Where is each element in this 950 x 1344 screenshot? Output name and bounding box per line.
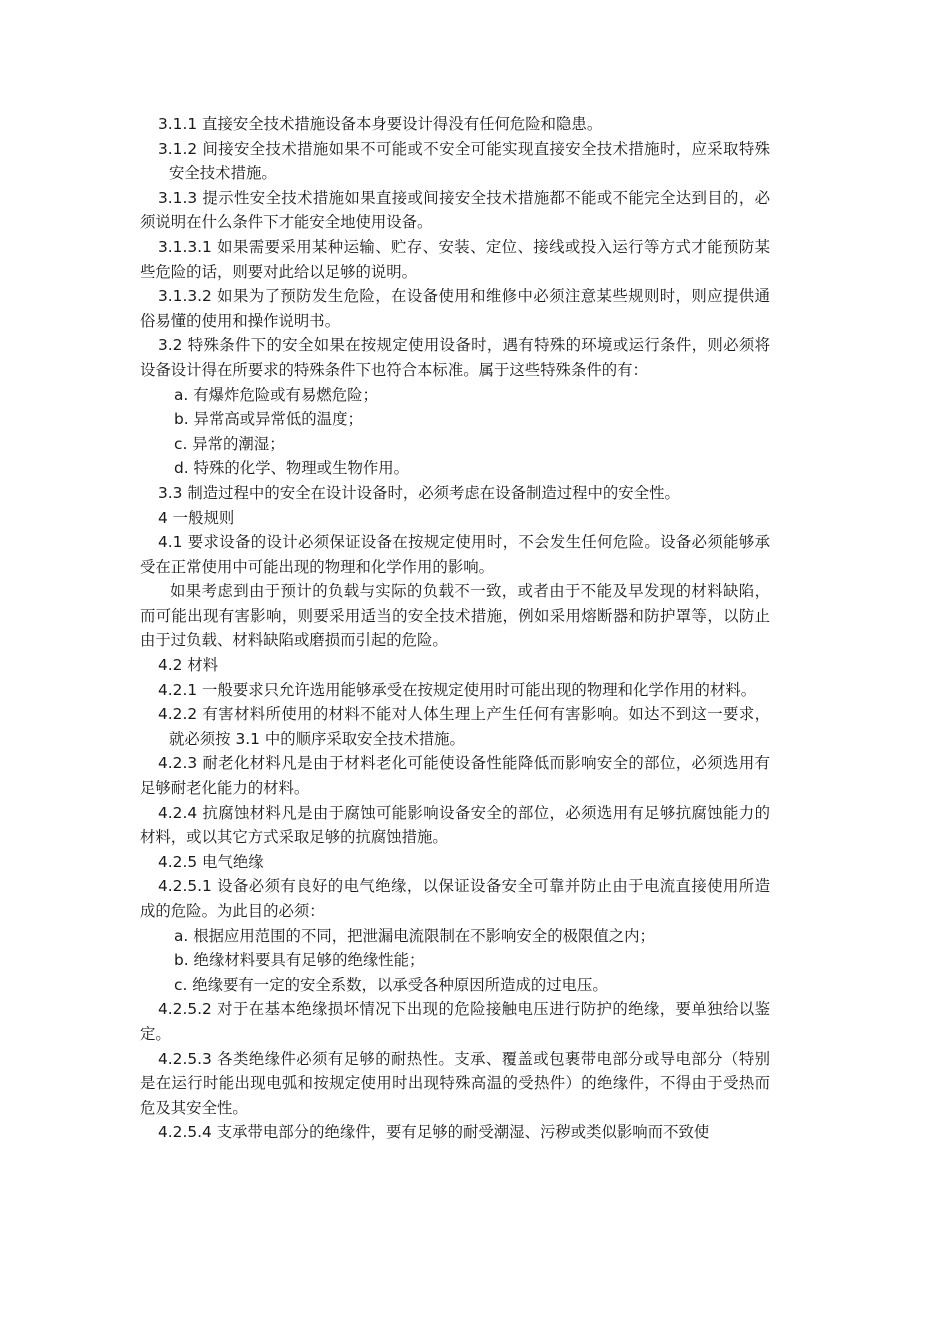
paragraph-3-2: 3.2 特殊条件下的安全如果在按规定使用设备时，遇有特殊的环境或运行条件，则必须将设备设计得在所要求的特殊条件下也符合本标准。属于这些特殊条件的有： — [140, 336, 770, 379]
heading-4-2-5: 4.2.5 电气绝缘 — [158, 852, 264, 871]
paragraph-4-2-4: 4.2.4 抗腐蚀材料凡是由于腐蚀可能影响设备安全的部位，必须选用有足够抗腐蚀能力的材料，或以其它方式采取足够的抗腐蚀措施。 — [140, 803, 770, 847]
paragraph-4-2-5-4: 4.2.5.4 支承带电部分的绝缘件，要有足够的耐受潮湿、污秽或类似影响而不致使 — [158, 1123, 710, 1142]
paragraph-4-1: 4.1 要求设备的设计必须保证设备在按规定使用时，不会发生任何危险。设备必须能够承受在正常使用中可能出现的物理和化学作用的影响。 — [140, 533, 770, 576]
list-item-b: b. 异常高或异常低的温度； — [174, 410, 363, 429]
paragraph-3-1-1: 3.1.1 直接安全技术措施设备本身要设计得没有任何危险和隐患。 — [158, 115, 603, 133]
paragraph-3-3: 3.3 制造过程中的安全在设计设备时，必须考虑在设备制造过程中的安全性。 — [158, 483, 680, 502]
heading-4: 4 一般规则 — [158, 508, 235, 527]
paragraph-4-2-1: 4.2.1 一般要求只允许选用能够承受在按规定使用时可能出现的物理和化学作用的材料。 — [158, 680, 757, 699]
paragraph-4-2-5-3: 4.2.5.3 各类绝缘件必须有足够的耐热性。支承、覆盖或包裹带电部分或导电部分（特别是在运行时能出现电弧和按规定使用时出现特殊高温的受热件）的绝缘件，不得由于受热而危及其安全性。 — [140, 1049, 770, 1117]
paragraph-3-1-3-2: 3.1.3.2 如果为了预防发生危险，在设备使用和维修中必须注意某些规则时，则应提供通俗易懂的使用和操作说明书。 — [140, 287, 770, 330]
paragraph-4-2-5-1: 4.2.5.1 设备必须有良好的电气绝缘，以保证设备安全可靠并防止由于电流直接使用所造成的危险。为此目的必须： — [140, 877, 770, 920]
paragraph-3-1-2: 3.1.2 间接安全技术措施如果不可能或不安全可能实现直接安全技术措施时，应采取特殊安全技术措施。 — [158, 139, 770, 183]
list-item-c: c. 异常的潮湿； — [174, 434, 285, 453]
list-item-a: a. 有爆炸危险或有易燃危险； — [174, 385, 378, 404]
list-item-d: d. 特殊的化学、物理或生物作用。 — [174, 459, 410, 478]
list-item-b-2: b. 绝缘材料要具有足够的绝缘性能； — [174, 951, 425, 970]
paragraph-4-1-cont: 如果考虑到由于预计的负载与实际的负载不一致，或者由于不能及早发现的材料缺陷，而可能出现有害影响，则要采用适当的安全技术措施，例如采用熔断器和防护罩等，以防止由于过负载、材料缺陷或磨损而引起的危险。 — [140, 582, 770, 650]
paragraph-3-1-3: 3.1.3 提示性安全技术措施如果直接或间接安全技术措施都不能或不能完全达到目的，必须说明在什么条件下才能安全地使用设备。 — [140, 188, 770, 232]
heading-4-2: 4.2 材料 — [158, 656, 219, 675]
paragraph-3-1-3-1: 3.1.3.1 如果需要采用某种运输、贮存、安装、定位、接线或投入运行等方式才能预防某些危险的话，则要对此给以足够的说明。 — [140, 237, 770, 281]
paragraph-4-2-2: 4.2.2 有害材料所使用的材料不能对人体生理上产生任何有害影响。如达不到这一要求，就必须按 3.1 中的顺序采取安全技术措施。 — [158, 705, 770, 748]
paragraph-4-2-3: 4.2.3 耐老化材料凡是由于材料老化可能使设备性能降低而影响安全的部位，必须选用有足够耐老化能力的材料。 — [140, 754, 770, 798]
paragraph-4-2-5-2: 4.2.5.2 对于在基本绝缘损坏情况下出现的危险接触电压进行防护的绝缘，要单独给以鉴定。 — [140, 1000, 770, 1043]
list-item-a-2: a. 根据应用范围的不同，把泄漏电流限制在不影响安全的极限值之内； — [174, 926, 655, 945]
document-body — [140, 112, 770, 1145]
list-item-c-2: c. 绝缘要有一定的安全系数，以承受各种原因所造成的过电压。 — [174, 975, 608, 994]
